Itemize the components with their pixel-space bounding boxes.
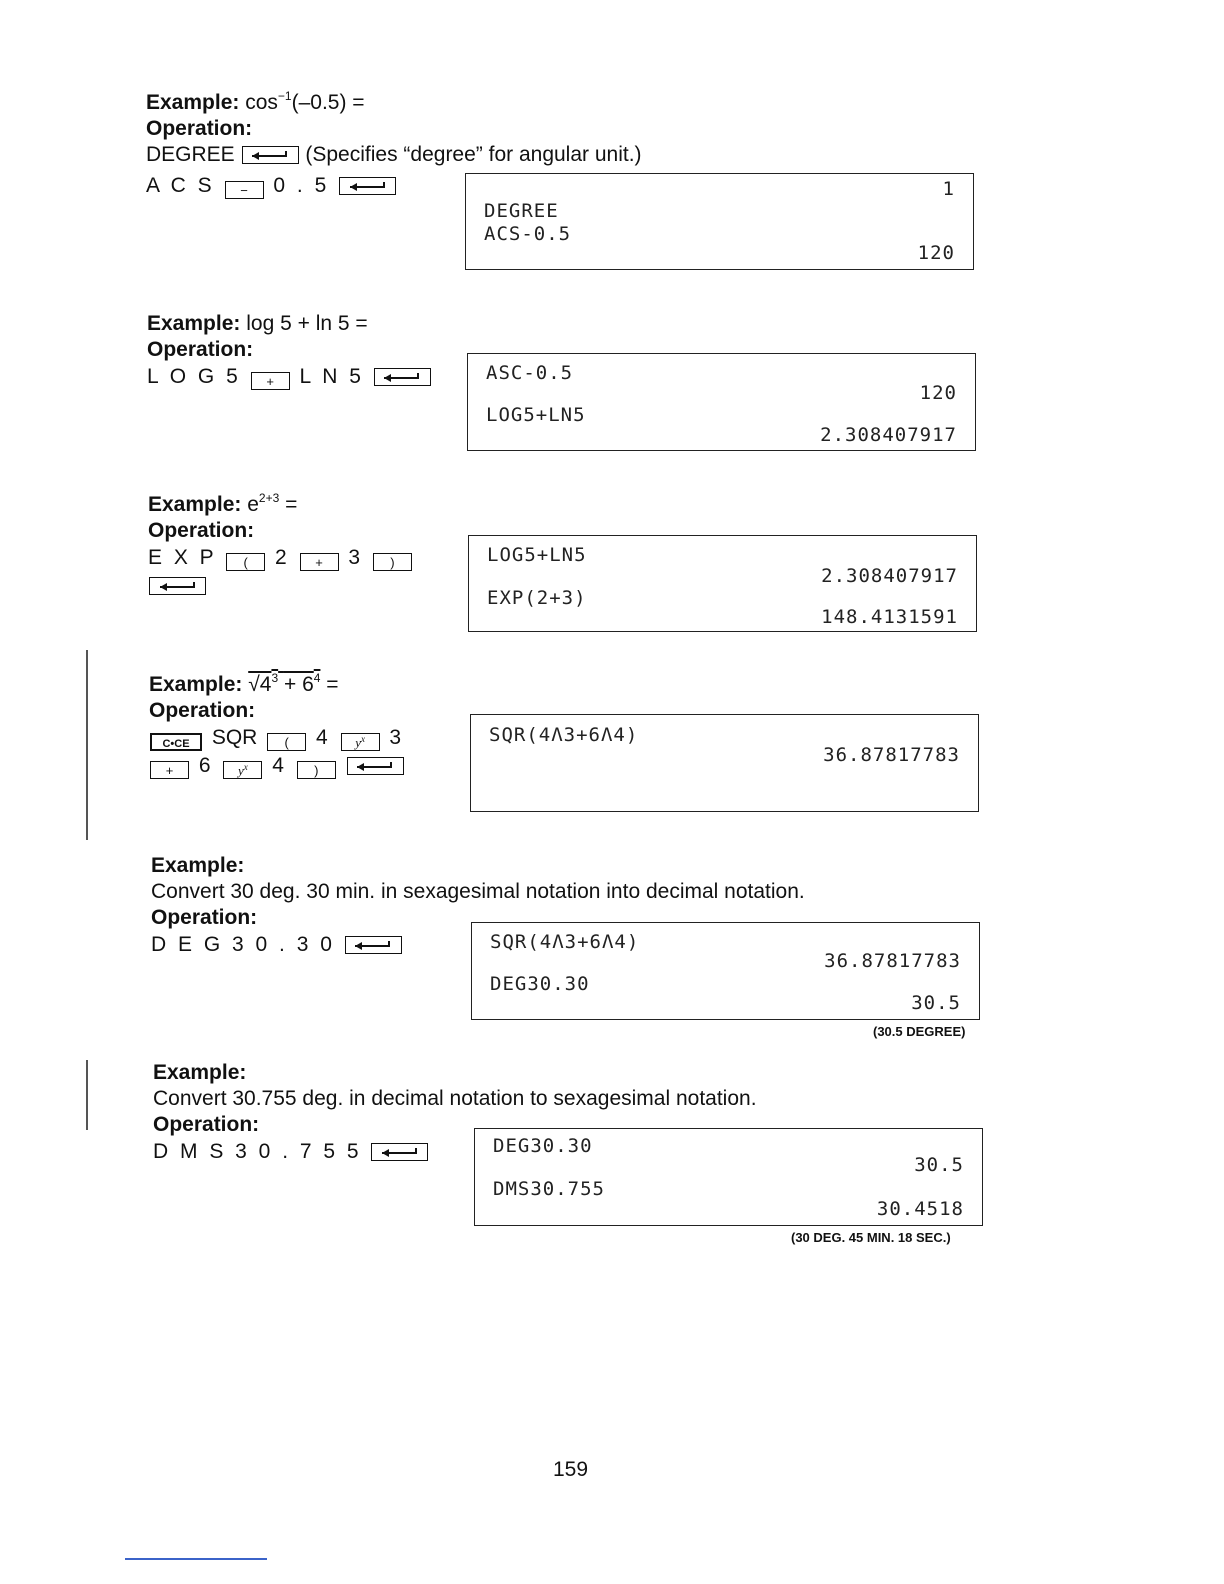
calculator-display-4: [470, 714, 979, 812]
key-sequence: E X P ( 2 + 3 ): [148, 544, 413, 572]
display-line: SQR(4Λ3+6Λ4): [489, 724, 639, 746]
calculator-display-5: [471, 922, 980, 1020]
enter-key-icon: [242, 146, 299, 164]
operation-label: Operation:: [146, 117, 253, 140]
display-result: 30.4518: [876, 1198, 964, 1220]
operation-label: Operation:: [151, 906, 258, 929]
plus-key: +: [251, 372, 290, 390]
power-key: $y^x$: [341, 733, 380, 751]
example-label: Example:: [147, 312, 241, 335]
example-3: [148, 492, 413, 600]
margin-line: [86, 650, 88, 840]
example-4: Example: $√4^3 + 6^4$ = Operation: C•CE SQR ( 4 $y^x$ 3 + 6 $y^x$ 4 ): [149, 671, 405, 778]
display-result: 2.308407917: [821, 565, 958, 587]
display-line: DMS30.755: [493, 1178, 605, 1200]
example-expression: log 5 + ln 5 =: [246, 312, 368, 335]
footer-rule: [125, 1558, 267, 1560]
minus-key: −: [225, 181, 264, 199]
result-note: (30 DEG. 45 MIN. 18 SEC.): [791, 1230, 951, 1245]
margin-line: [86, 1060, 88, 1130]
display-line: DEGREE: [484, 200, 559, 222]
example-label: Example:: [153, 1061, 247, 1084]
display-result: 2.308407917: [820, 424, 957, 446]
display-result: 148.4131591: [821, 606, 958, 628]
enter-key-icon: [347, 757, 404, 775]
display-line: ASC-0.5: [486, 362, 574, 384]
pre-operation-line: DEGREE (Specifies “degree” for angular unit.): [146, 143, 642, 166]
enter-key-icon: [371, 1143, 428, 1161]
operation-label: Operation:: [153, 1113, 260, 1136]
result-note: (30.5 DEGREE): [873, 1024, 966, 1039]
display-line: DEG30.30: [493, 1135, 593, 1157]
key-sequence: C•CE SQR ( 4 $y^x$ 3: [149, 724, 405, 752]
display-line: ACS-0.5: [484, 223, 572, 245]
key-sequence: L O G 5 + L N 5: [147, 363, 432, 391]
enter-key-icon: [374, 368, 431, 386]
plus-key: +: [300, 553, 339, 571]
display-result: 120: [919, 382, 957, 404]
enter-key-icon: [339, 177, 396, 195]
example-label: Example:: [149, 673, 243, 696]
example-expression: $\cos^{-1}(-0.5)$ =: [245, 89, 365, 114]
enter-key-icon: [149, 577, 206, 595]
display-result: 30.5: [911, 992, 961, 1014]
display-line: LOG5+LN5: [486, 404, 586, 426]
example-label: Example:: [148, 493, 242, 516]
open-paren-key: (: [226, 553, 265, 571]
page-number: 159: [553, 1458, 589, 1481]
calculator-display-3: [468, 535, 977, 632]
display-result: 36.87817783: [824, 950, 961, 972]
operation-label: Operation:: [149, 699, 256, 722]
key-sequence: D M S 3 0 . 7 5 5: [153, 1138, 757, 1166]
key-sequence: A C S − 0 . 5: [146, 172, 642, 200]
display-result: 120: [917, 242, 955, 264]
calculator-display-2: [467, 353, 976, 451]
example-description: Convert 30 deg. 30 min. in sexagesimal notation into decimal notation.: [151, 880, 805, 903]
example-expression: $√4^3 + 6^4$: [248, 671, 321, 696]
display-line: LOG5+LN5: [487, 544, 587, 566]
operation-label: Operation:: [147, 338, 254, 361]
operation-label: Operation:: [148, 519, 255, 542]
key-sequence: D E G 3 0 . 3 0: [151, 931, 805, 959]
example-label: Example:: [151, 854, 245, 877]
display-line-number: 1: [942, 178, 955, 200]
close-paren-key: ): [373, 553, 412, 571]
power-key: $y^x$: [223, 761, 262, 779]
calculator-display-6: [474, 1128, 983, 1226]
display-result: 30.5: [914, 1154, 964, 1176]
example-expression: $e^{2+3}$ =: [247, 491, 298, 516]
close-paren-key: ): [297, 761, 336, 779]
example-2: [147, 311, 432, 391]
open-paren-key: (: [267, 733, 306, 751]
display-line: DEG30.30: [490, 973, 590, 995]
plus-key: +: [150, 761, 189, 779]
display-line: SQR(4Λ3+6Λ4): [490, 931, 640, 953]
example-label: Example:: [146, 91, 240, 114]
calculator-display-1: [465, 173, 974, 270]
enter-key-icon: [345, 936, 402, 954]
clear-key: C•CE: [150, 733, 202, 751]
display-line: EXP(2+3): [487, 587, 587, 609]
example-description: Convert 30.755 deg. in decimal notation to sexagesimal notation.: [153, 1087, 757, 1110]
display-result: 36.87817783: [823, 744, 960, 766]
